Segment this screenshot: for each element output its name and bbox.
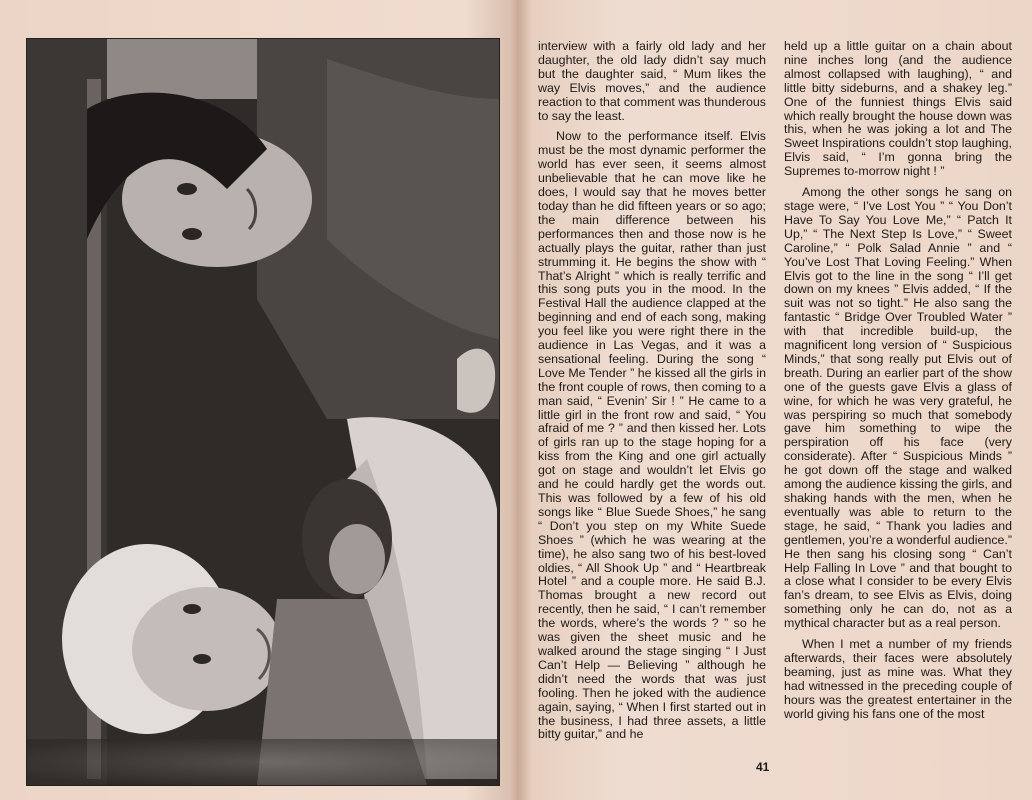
paragraph: Now to the performance itself. Elvis must be the most dynamic performer the world has ever seen, it seems almost unbelievable that he can move like he does, I would say that he moves better today than he did fifteen years or so ago; the main difference between his performances then and those now is he actually plays the guitar, rather than just strumming it. He begins the show with “ That’s Alright ” which is really terrific and this song puts you in the mood. In the Festival Hall the audience clapped at the beginning and end of each song, making you feel like you were right there in the audience in Las Vegas, and it was a sensational feeling. During the song “ Love Me Tender ” he kissed all the girls in the front couple of rows, then coming to a man said, “ Evenin’ Sir ! ” He came to a little girl in the front row and said, “ You afraid of me ? ” and then kissed her. Lots of girls ran up to the stage hoping for a kiss from the King and one girl actually got on stage and wouldn’t let Elvis go and he could hardly get the words out. This was followed by a few of his old songs like “ Blue Suede Shoes,” he sang “ Don’t you step on my White Suede Shoes ” (which he was wearing at the time), he also sang two of his best-loved oldies, “ All Shook Up ” and “ Heartbreak Hotel ” and a couple more. He said B.J. Thomas brought a new record out recently, then he said, “ I can’t remember the words, where’s the words ? ” so he was given the sheet music and he walked around the stage singing “ I Just Can’t Help — Believing ” although he didn’t need the words that was just fooling. Then he joked with the audience again, saying, “ When I first started out in the business, I had three assets, a little bitty guitar,” and he bbox=[538, 129, 766, 742]
paragraph: held up a little guitar on a chain about nine inches long (and the audience almost collapsed with laughing), “ and little bitty sideburns, and a shakey leg.” One of the funniest things Elvis said which really brought the house down was this, when he was joking a lot and The Sweet Inspirations couldn’t stop laughing, Elvis said, “ I’m gonna bring the Supremes to-morrow night ! ” bbox=[784, 39, 1012, 179]
photo-still-icon bbox=[27, 39, 499, 785]
page-number: 41 bbox=[756, 760, 770, 774]
paragraph: Among the other songs he sang on stage were, “ I’ve Lost You ” “ You Don’t Have To Say You Love Me,” “ Patch It Up,” “ The Next Step Is Love,” “ Sweet Caroline,” “ Polk Salad Annie ” and “ You’ve Lost That Loving Feeling.” When Elvis got to the line in the song “ I’ll get down on my knees ” Elvis added, “ If the suit was not so tight.” He also sang the fantastic “ Bridge Over Troubled Water ” with that incredible build-up, the magnificent long version of “ Suspicious Minds,” that song really put Elvis out of breath. During an earlier part of the show one of the guests gave Elvis a glass of wine, for which he was very grateful, he was perspiring so much that somebody gave him something to wipe the perspiration off his face (very considerate). After “ Suspicious Minds ” he got down off the stage and walked among the audience kissing the girls, and shaking hands with the men, when he eventually was able to return to the stage, he said, “ Thank you ladies and gentlemen, you’re a wonderful audience.” He then sang his closing song “ Can’t Help Falling In Love ” and that bought to a close what I consider to be every Elvis fan’s dream, to see Elvis as Elvis, doing something only he can do, not as a mythical character but as a real person. bbox=[784, 185, 1012, 631]
article-column-right bbox=[784, 40, 1012, 729]
paragraph: When I met a number of my friends afterwards, their faces were absolutely beaming, just as mine was. What they had witnessed in the preceding couple of hours was the greatest entertainer in the world giving his fans one of the most bbox=[784, 637, 1012, 721]
article-column-left bbox=[538, 40, 766, 749]
black-and-white-photo bbox=[26, 38, 500, 786]
paragraph: interview with a fairly old lady and her daughter, the old lady didn’t say much but the daughter said, “ Mum likes the way Elvis moves,” and the audience reaction to that comment was thunderous to say the least. bbox=[538, 39, 766, 123]
